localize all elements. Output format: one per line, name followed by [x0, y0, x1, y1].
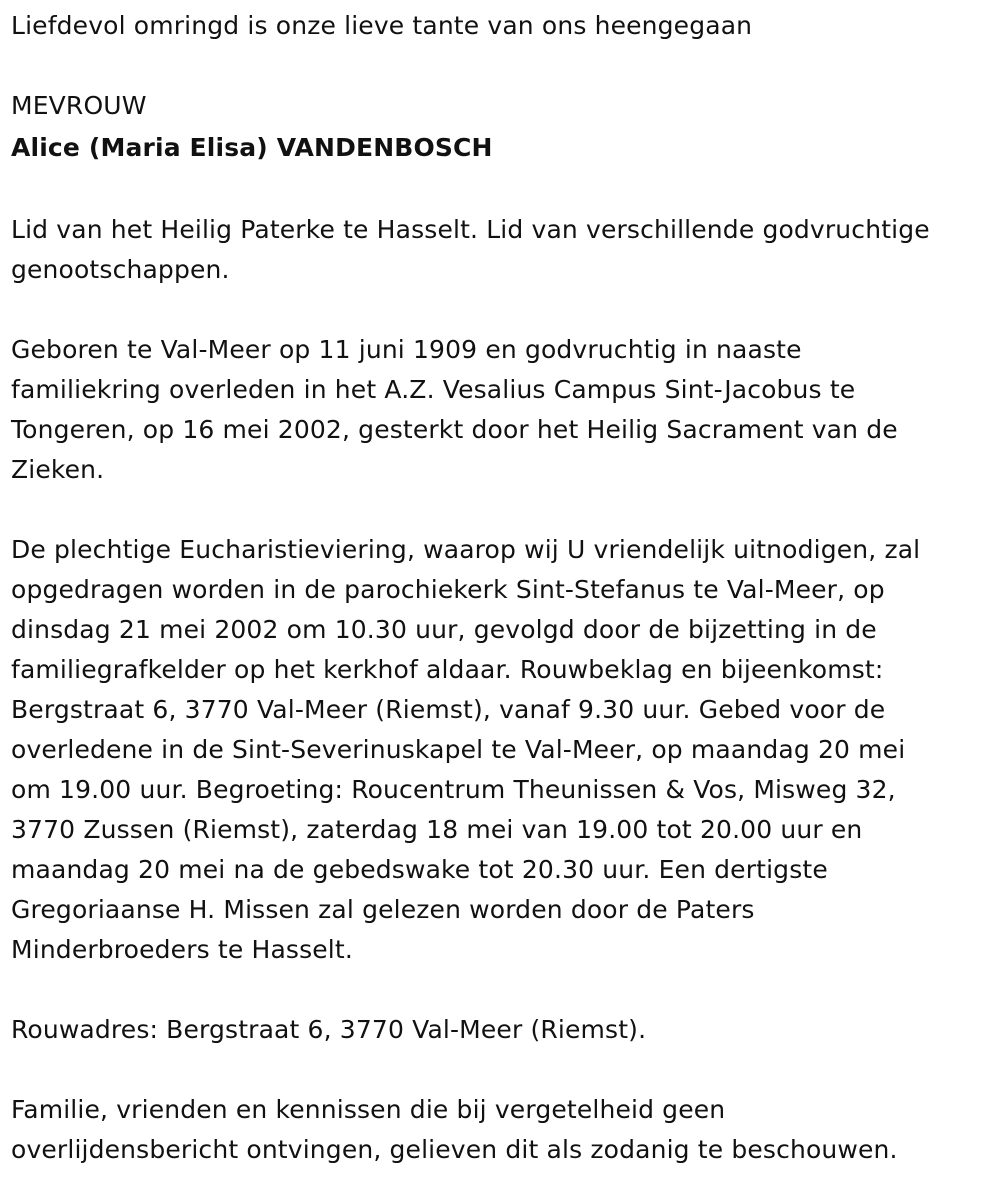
- mourning-address: Rouwadres: Bergstraat 6, 3770 Val-Meer (Riemst).: [11, 1015, 647, 1044]
- spacer: [11, 290, 986, 330]
- paragraph-line: overlijdensbericht ontvingen, gelieven dit als zodanig te beschouwen.: [11, 1135, 898, 1164]
- death-notice: [11, 6, 986, 1170]
- membership-paragraph: [11, 210, 986, 290]
- paragraph-line: opgedragen worden in de parochiekerk Sint-Stefanus te Val-Meer, op: [11, 575, 885, 604]
- intro-text: Liefdevol omringd is onze lieve tante van ons heengegaan: [11, 11, 753, 40]
- deceased-name: Alice (Maria Elisa) VANDENBOSCH: [11, 133, 493, 162]
- spacer: [11, 490, 986, 530]
- paragraph-line: overledene in de Sint-Severinuskapel te Val-Meer, op maandag 20 mei: [11, 735, 906, 764]
- paragraph-line: Gregoriaanse H. Missen zal gelezen worden door de Paters: [11, 895, 755, 924]
- paragraph-line: Bergstraat 6, 3770 Val-Meer (Riemst), vanaf 9.30 uur. Gebed voor de: [11, 695, 886, 724]
- honorific-title: MEVROUW: [11, 91, 147, 120]
- paragraph-line: De plechtige Eucharistieviering, waarop wij U vriendelijk uitnodigen, zal: [11, 535, 921, 564]
- paragraph-line: familiegrafkelder op het kerkhof aldaar. Rouwbeklag en bijeenkomst:: [11, 655, 884, 684]
- spacer: [11, 172, 986, 210]
- paragraph-line: Tongeren, op 16 mei 2002, gesterkt door het Heilig Sacrament van de: [11, 415, 898, 444]
- closing-paragraph: [11, 1090, 986, 1170]
- paragraph-line: Lid van het Heilig Paterke te Hasselt. Lid van verschillende godvruchtige: [11, 215, 930, 244]
- spacer: [11, 46, 986, 86]
- paragraph-line: Minderbroeders te Hasselt.: [11, 935, 353, 964]
- paragraph-line: 3770 Zussen (Riemst), zaterdag 18 mei van 19.00 tot 20.00 uur en: [11, 815, 863, 844]
- paragraph-line: genootschappen.: [11, 255, 230, 284]
- paragraph-line: Zieken.: [11, 455, 105, 484]
- paragraph-line: familiekring overleden in het A.Z. Vesalius Campus Sint-Jacobus te: [11, 375, 856, 404]
- spacer: [11, 1050, 986, 1090]
- ceremony-paragraph: [11, 530, 986, 970]
- paragraph-line: dinsdag 21 mei 2002 om 10.30 uur, gevolgd door de bijzetting in de: [11, 615, 877, 644]
- paragraph-line: maandag 20 mei na de gebedswake tot 20.30 uur. Een dertigste: [11, 855, 828, 884]
- birth-death-paragraph: [11, 330, 986, 490]
- paragraph-line: om 19.00 uur. Begroeting: Roucentrum Theunissen & Vos, Misweg 32,: [11, 775, 896, 804]
- spacer: [11, 970, 986, 1010]
- paragraph-line: Geboren te Val-Meer op 11 juni 1909 en godvruchtig in naaste: [11, 335, 802, 364]
- paragraph-line: Familie, vrienden en kennissen die bij vergetelheid geen: [11, 1095, 726, 1124]
